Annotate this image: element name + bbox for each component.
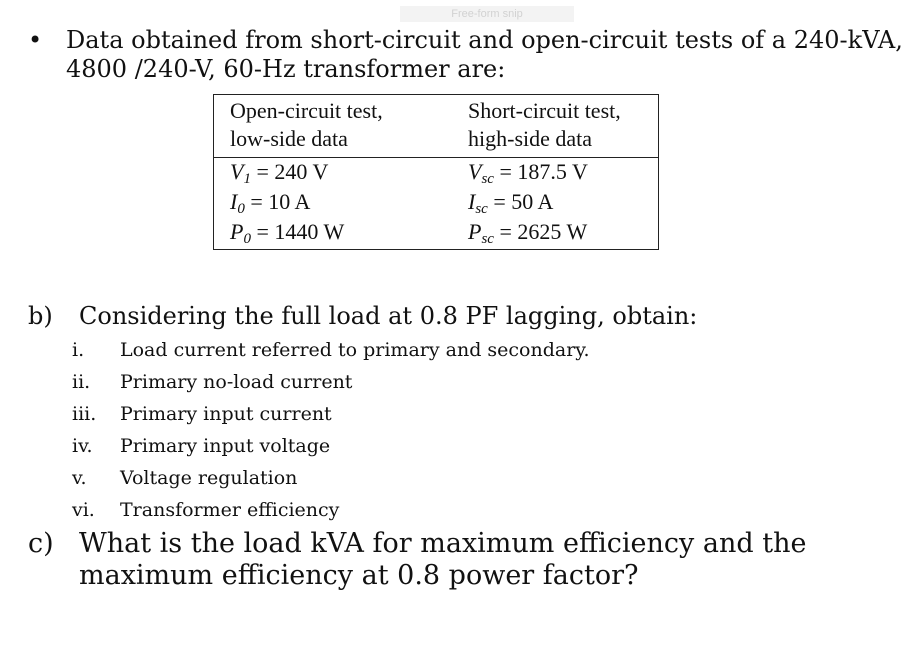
intro-line-1: Data obtained from short-circuit and open-circuit tests of a 240-kVA, — [66, 26, 903, 54]
item-text: Primary input voltage — [120, 435, 331, 457]
subscript: 0 — [243, 231, 251, 247]
list-item — [72, 494, 339, 526]
right-header-line1: Short-circuit test, — [468, 98, 621, 123]
item-text: Voltage regulation — [120, 467, 298, 489]
symbol: I — [468, 189, 476, 214]
value: = 1440 W — [256, 219, 345, 244]
right-header-line2: high-side data — [468, 126, 593, 151]
symbol: P — [230, 219, 244, 244]
subscript: 1 — [243, 171, 251, 187]
part-c-line-2: maximum efficiency at 0.8 power factor? — [79, 560, 639, 591]
part-c-line-1: What is the load kVA for maximum efficiency and the — [79, 528, 807, 559]
symbol: V — [468, 159, 482, 184]
item-text: Load current referred to primary and secondary. — [120, 339, 590, 361]
left-header-line2: low-side data — [230, 126, 348, 151]
part-b-text: Considering the full load at 0.8 PF lagging, obtain: — [79, 302, 698, 330]
list-item — [72, 334, 590, 366]
value: = 240 V — [256, 159, 329, 184]
value: = 10 A — [250, 189, 311, 214]
symbol: P — [468, 219, 482, 244]
item-number: iii. — [72, 403, 97, 425]
symbol: V — [230, 159, 244, 184]
item-text: Primary input current — [120, 403, 332, 425]
bullet-icon: • — [28, 26, 43, 54]
item-number: vi. — [72, 499, 95, 521]
item-number: ii. — [72, 371, 91, 393]
list-item — [72, 430, 330, 462]
list-item — [72, 398, 332, 430]
value: = 187.5 V — [499, 159, 588, 184]
subscript: sc — [481, 171, 494, 187]
subscript: 0 — [237, 201, 245, 217]
value: = 2625 W — [499, 219, 588, 244]
left-header-line1: Open-circuit test, — [230, 98, 383, 123]
part-c-label: c) — [28, 528, 54, 559]
table-row — [230, 217, 430, 254]
item-number: v. — [72, 467, 87, 489]
list-item — [72, 366, 352, 398]
item-number: iv. — [72, 435, 93, 457]
table-header — [214, 95, 658, 158]
subscript: sc — [475, 201, 488, 217]
list-item — [72, 462, 297, 494]
intro-line-2: 4800 /240-V, 60-Hz transformer are: — [66, 55, 506, 83]
part-c — [28, 528, 888, 592]
table-row — [468, 217, 658, 254]
item-text: Primary no-load current — [120, 371, 353, 393]
snip-label: Free-form snip — [400, 6, 574, 22]
part-b-label: b) — [28, 302, 53, 330]
subscript: sc — [481, 231, 494, 247]
value: = 50 A — [493, 189, 554, 214]
symbol: I — [230, 189, 238, 214]
test-data-table — [213, 94, 659, 250]
item-text: Transformer efficiency — [120, 499, 340, 521]
intro-paragraph — [28, 26, 908, 84]
item-number: i. — [72, 339, 85, 361]
